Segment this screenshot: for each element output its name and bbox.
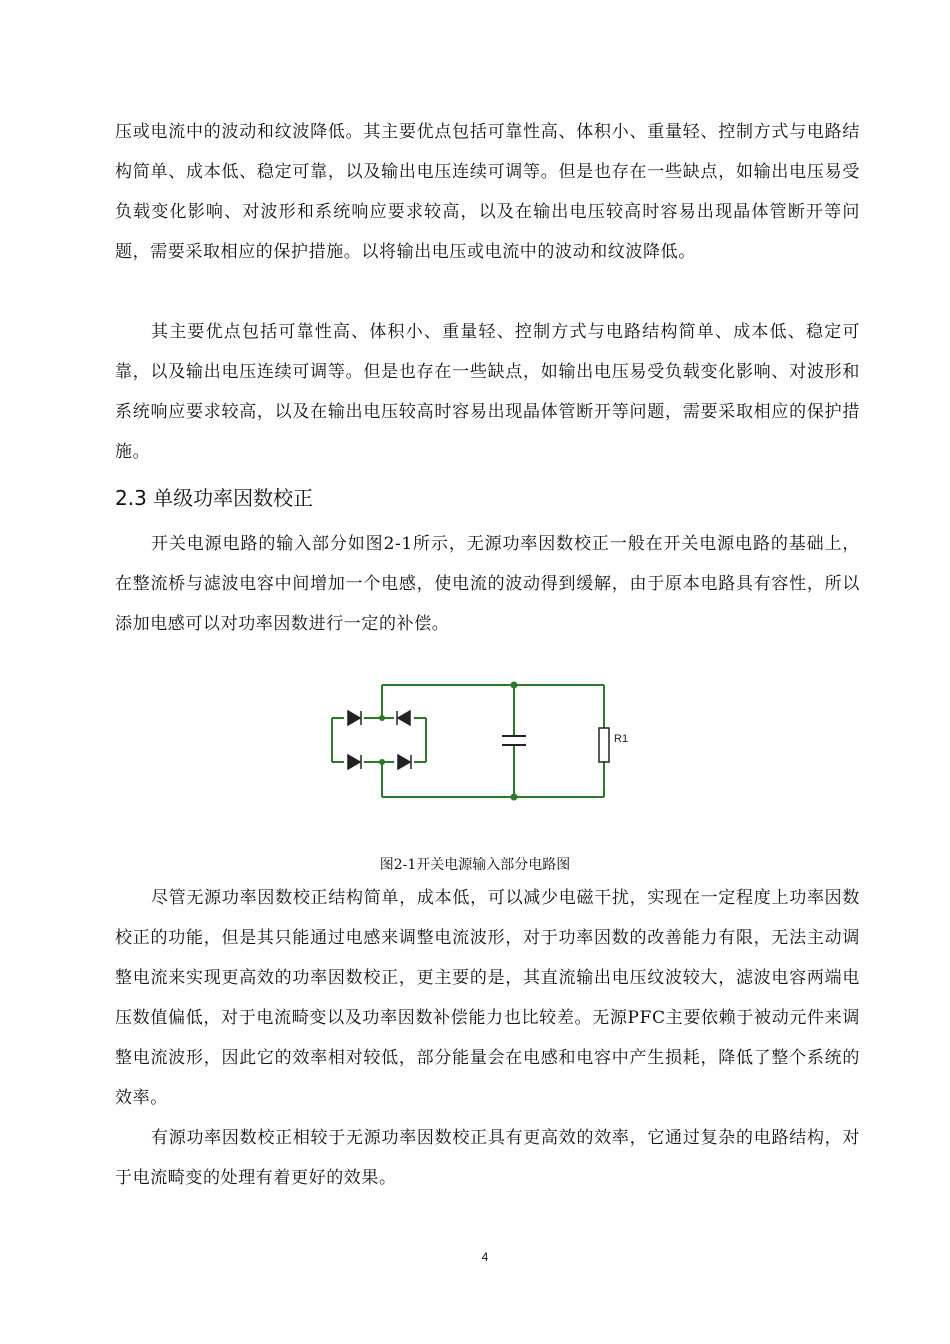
diode-icon [398,755,410,769]
resistor-icon [599,728,609,762]
diode-icon [348,711,360,725]
diode-icon [398,711,410,725]
junction-dots [379,682,518,801]
paragraph-passive-pfc: 尽管无源功率因数校正结构简单，成本低，可以减少电磁干扰，实现在一定程度上功率因数校正的功能，但是其只能通过电感来调整电流波形，对于功率因数的改善能力有限，无法主动调整电流来实现更高效的功率因数校正，更主要的是，其直流输出电压纹波较大，滤波电容两端电压数值偏低，对于电流畸变以及功率因数补偿能力也比较差。无源PFC主要依赖于被动元件来调整电流波形，因此它的效率相对较低，部分能量会在电感和电容中产生损耗，降低了整个系统的效率。 [115,888,860,1108]
page-number: 4 [481,1250,489,1264]
section-heading: 2.3 单级功率因数校正 [115,486,314,510]
circuit-wires [332,685,604,797]
diode-bridge [348,711,411,769]
resistor-label: R1 [614,733,629,745]
paragraph-advantages: 其主要优点包括可靠性高、体积小、重量轻、控制方式与电路结构简单、成本低、稳定可靠，以及输出电压连续可调等。但是也存在一些缺点，如输出电压易受负载变化影响、对波形和系统响应要求较高，以及在输出电压较高时容易出现晶体管断开等问题，需要采取相应的保护措施。 [115,322,860,462]
circuit-diagram [320,668,640,818]
paragraph-continuation: 压或电流中的波动和纹波降低。其主要优点包括可靠性高、体积小、重量轻、控制方式与电路结构简单、成本低、稳定可靠，以及输出电压连续可调等。但是也存在一些缺点，如输出电压易受负载变化影响、对波形和系统响应要求较高，以及在输出电压较高时容易出现晶体管断开等问题，需要采取相应的保护措施。以将输出电压或电流中的波动和纹波降低。 [115,122,860,262]
diode-icon [348,755,360,769]
paragraph-input-circuit: 开关电源电路的输入部分如图2-1所示，无源功率因数校正一般在开关电源电路的基础上，在整流桥与滤波电容中间增加一个电感，使电流的波动得到缓解，由于原本电路具有容性，所以添加电感可以对功率因数进行一定的补偿。 [115,534,860,634]
capacitor-icon [502,736,526,745]
figure-caption: 图2-1开关电源输入部分电路图 [379,857,571,873]
paragraph-active-pfc: 有源功率因数校正相较于无源功率因数校正具有更高效的效率，它通过复杂的电路结构，对于电流畸变的处理有着更好的效果。 [115,1128,860,1188]
circuit-figure [320,668,640,818]
